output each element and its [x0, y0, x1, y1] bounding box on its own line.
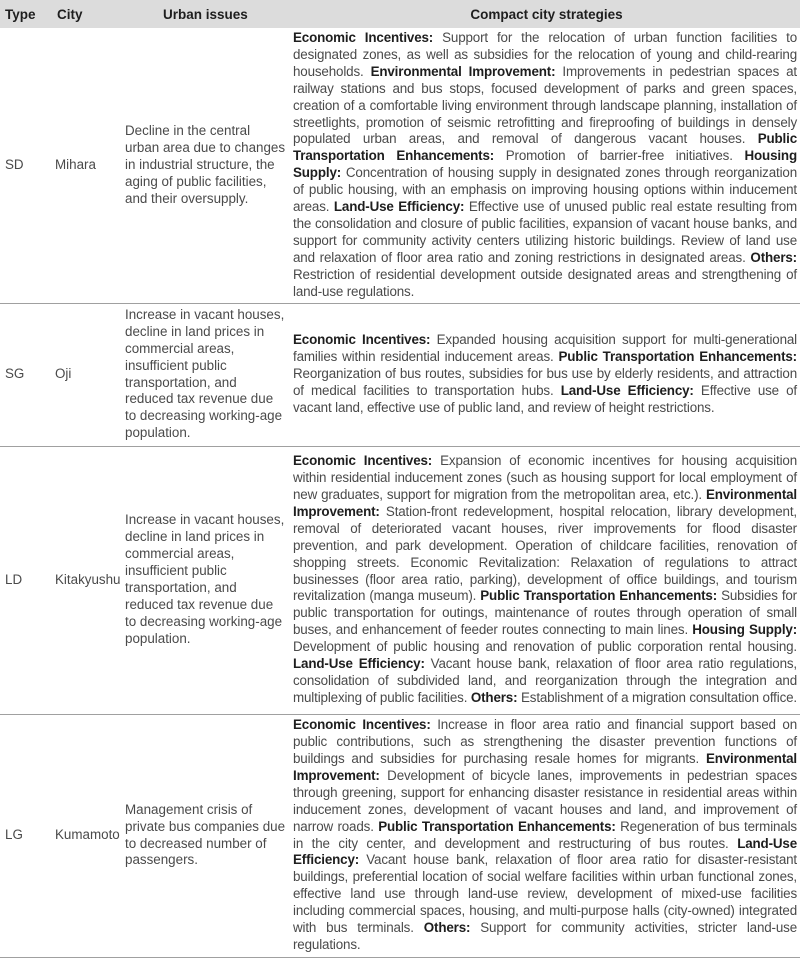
- strategy-text: Development of public housing and renovation of public corporation rental housing.: [293, 639, 797, 655]
- table-row: [0, 303, 800, 446]
- header-row: [0, 0, 800, 28]
- strategy-label: Others:: [750, 249, 797, 265]
- urban-issues-cell: Decline in the central urban area due to changes in industrial structure, the aging of public facilities, and their oversupply.: [125, 122, 286, 206]
- strategy-label: Environmental Improvement:: [293, 750, 797, 783]
- table-header: [0, 0, 800, 28]
- strategy-label: Public Transportation Enhancements:: [378, 818, 616, 834]
- strategy-text: Expanded housing acquisition support for multi-generational families within residential inducement areas.: [293, 332, 797, 365]
- strategy-label: Land-Use Efficiency:: [293, 656, 425, 672]
- strategy-text: Station-front redevelopment, hospital relocation, library development, removal of deteriorated vacant houses, river improvements for flood disaster prevention, and park development. Operation of childcare facilities, renovation of shopping streets. Economic Revitalization: Relaxation of regulations to attract businesses (floor area ratio, parking), development of office buildings, and tourism revitalization (manga museum).: [293, 503, 797, 604]
- city-cell: Kitakyushu: [55, 571, 121, 587]
- strategy-text: Vacant house bank, relaxation of floor area ratio regulations, consolidation of subdivided land, and reorganization through the integration and multiplexing of public facilities.: [293, 656, 798, 705]
- city-cell: Kumamoto: [55, 827, 120, 843]
- strategy-label: Land-Use Efficiency:: [293, 835, 797, 868]
- strategy-text: Concentration of housing supply in designated zones through reorganization of public housing, with an emphasis on improving housing options within inducement areas.: [293, 165, 797, 215]
- header-urban-issues: Urban issues: [163, 6, 248, 22]
- header-type: Type: [5, 6, 36, 22]
- strategy-text: Development of bicycle lanes, improvements in pedestrian spaces through greening, support for enhancing disaster resistance in residential areas within inducement zones, development of vacant houses and land, and improvement of narrow roads.: [293, 767, 797, 834]
- strategy-label: Environmental Improvement:: [293, 487, 797, 519]
- strategy-text: Establishment of a migration consultation office.: [517, 689, 797, 705]
- strategy-text: Vacant house bank, relaxation of floor area ratio for disaster-resistant buildings, preferential location of social welfare facilities within urban functional zones, effective land use through land-use review, development of mixed-use facilities including commercial spaces, housing, and multi-purpose halls (city-owned) integrated with bus terminals.: [293, 852, 797, 936]
- urban-issues-cell: Increase in vacant houses, decline in land prices in commercial areas, insufficient public transportation, and reduced tax revenue due to decreasing working-age population.: [125, 306, 285, 441]
- strategy-text: Effective use of vacant land, effective use of public land, and review of height restrictions.: [293, 382, 797, 415]
- city-cell: Oji: [55, 366, 72, 382]
- type-cell: SG: [5, 366, 25, 382]
- strategy-label: Land-Use Efficiency:: [560, 382, 694, 398]
- strategy-label: Others:: [423, 920, 471, 936]
- type-cell: LG: [5, 827, 23, 843]
- strategy-text: Promotion of barrier-free initiatives.: [494, 148, 745, 164]
- strategy-label: Public Transportation Enhancements:: [558, 349, 797, 365]
- strategy-text: Expansion of economic incentives for housing acquisition within residential inducement zones (such as housing support for local employment of new graduates, support for migration from the metropolitan area, etc.).: [293, 453, 797, 503]
- strategy-label: Housing Supply:: [692, 622, 797, 638]
- strategy-label: Economic Incentives:: [293, 30, 434, 45]
- strategy-label: Others:: [470, 689, 518, 705]
- table-body: [0, 28, 800, 957]
- strategy-text: Reorganization of bus routes, subsidies for bus use by elderly residents, and attraction of medical facilities to transportation hubs.: [293, 366, 797, 398]
- strategy-label: Housing Supply:: [293, 148, 797, 181]
- table-row: [0, 446, 800, 714]
- urban-issues-cell: Management crisis of private bus companies due to decreased number of passengers.: [125, 801, 286, 868]
- strategy-label: Economic Incentives:: [293, 717, 431, 733]
- strategy-label: Environmental Improvement:: [370, 63, 556, 79]
- type-cell: SD: [5, 156, 24, 172]
- strategy-text: Subsidies for public transportation for outings, maintenance of routes through operation of small buses, and enhancement of feeder routes connecting to main lines.: [293, 588, 797, 638]
- strategy-label: Public Transportation Enhancements:: [480, 588, 718, 604]
- strategy-label: Economic Incentives:: [293, 332, 431, 348]
- strategy-text: Support for the relocation of urban function facilities to designated zones, as well as subsidies for the relocation of young and child-rearing households.: [293, 30, 797, 79]
- city-cell: Mihara: [55, 156, 96, 172]
- strategy-text: Regeneration of bus terminals in the city center, and development and restructuring of bus routes.: [293, 818, 797, 851]
- strategy-text: Effective use of unused public real estate resulting from the consolidation and closure of public facilities, expansion of vacant house banks, and support for community activity centers utilizing historic buildings. Review of land use and relaxation of floor area ratio and zoning restrictions in designated areas.: [293, 199, 797, 265]
- header-strategies: Compact city strategies: [470, 6, 623, 22]
- header-city: City: [57, 6, 83, 22]
- strategy-label: Public Transportation Enhancements:: [293, 131, 797, 164]
- strategy-label: Land-Use Efficiency:: [333, 199, 465, 215]
- table-row: [0, 714, 800, 957]
- strategy-label: Economic Incentives:: [293, 453, 433, 469]
- type-cell: LD: [5, 571, 23, 587]
- strategies-cell: [293, 303, 800, 446]
- strategy-text: Restriction of residential development outside designated areas and strengthening of land-use regulations.: [293, 266, 797, 299]
- strategy-text: Increase in floor area ratio and financial support based on public contributions, such as strengthening the disaster prevention functions of buildings and subsidies for purchasing resale homes for migrants.: [293, 717, 797, 766]
- strategies-cell: [293, 714, 800, 957]
- table-row: [0, 28, 800, 303]
- urban-issues-cell: Increase in vacant houses, decline in land prices in commercial areas, insufficient public transportation, and reduced tax revenue due to decreasing working-age population.: [125, 512, 285, 646]
- strategies-cell: [293, 446, 800, 714]
- strategies-cell: [293, 28, 800, 303]
- strategy-text: Improvements in pedestrian spaces at railway stations and bus stops, focused development of parks and green spaces, creation of a comfortable living environment through landscape planning, installation of streetlights, promotion of seismic retrofitting and fireproofing of buildings in densely populated urban areas, and removal of dangerous vacant houses.: [293, 63, 797, 147]
- strategy-text: Support for community activities, stricter land-use regulations.: [293, 920, 797, 952]
